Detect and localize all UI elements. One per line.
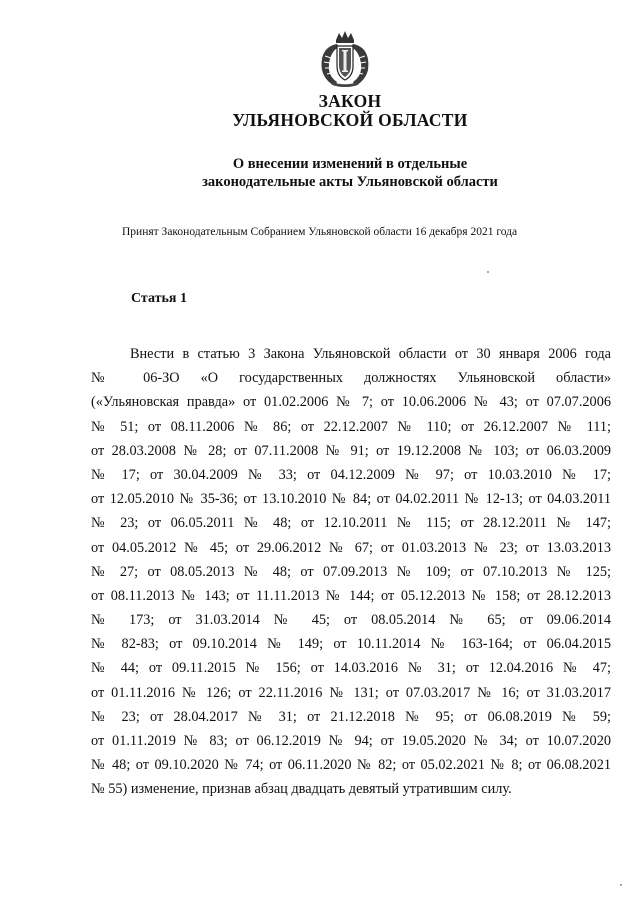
document-title-line-2: законодательные акты Ульяновской области — [202, 174, 498, 190]
scan-speck — [487, 271, 489, 273]
article-heading: Статья 1 — [131, 291, 187, 306]
article-line: № 44; от 09.11.2015 № 156; от 14.03.2016 № 31; от 12.04.2016 № 47; — [91, 660, 611, 677]
article-line: № 23; от 28.04.2017 № 31; от 21.12.2018 № 95; от 06.08.2019 № 59; — [91, 708, 611, 725]
scan-speck — [620, 884, 622, 886]
document-type-line-2: УЛЬЯНОВСКОЙ ОБЛАСТИ — [232, 110, 468, 130]
article-line: № 51; от 08.11.2006 № 86; от 22.12.2007 № 110; от 26.12.2007 № 111; — [91, 418, 611, 435]
article-line: от 01.11.2016 № 126; от 22.11.2016 № 131; от 07.03.2017 № 16; от 31.03.2017 — [91, 684, 611, 701]
article-line: от 08.11.2013 № 143; от 11.11.2013 № 144; от 05.12.2013 № 158; от 28.12.2013 — [91, 587, 611, 604]
article-line: от 04.05.2012 № 45; от 29.06.2012 № 67; от 01.03.2013 № 23; от 13.03.2013 — [91, 539, 611, 556]
article-line: от 12.05.2010 № 35-36; от 13.10.2010 № 84; от 04.02.2011 № 12-13; от 04.03.2011 — [91, 491, 611, 508]
article-line: («Ульяновская правда» от 01.02.2006 № 7; от 10.06.2006 № 43; от 07.07.2006 — [91, 394, 611, 411]
article-line: № 17; от 30.04.2009 № 33; от 04.12.2009 № 97; от 10.03.2010 № 17; — [91, 466, 611, 483]
article-line: № 173; от 31.03.2014 № 45; от 08.05.2014 № 65; от 09.06.2014 — [91, 612, 611, 629]
article-line: № 27; от 08.05.2013 № 48; от 07.09.2013 № 109; от 07.10.2013 № 125; — [91, 563, 611, 580]
article-body — [91, 342, 611, 802]
coat-of-arms-icon — [317, 30, 373, 90]
document-title-line-1: О внесении изменений в отдельные — [232, 156, 468, 172]
article-line: Внести в статью 3 Закона Ульяновской области от 30 января 2006 года — [130, 346, 611, 362]
adoption-statement: Принят Законодательным Собранием Ульяновской области 16 декабря 2021 года — [122, 226, 518, 238]
article-line: № 82-83; от 09.10.2014 № 149; от 10.11.2014 № 163-164; от 06.04.2015 — [91, 636, 611, 653]
article-line: от 28.03.2008 № 28; от 07.11.2008 № 91; от 19.12.2008 № 103; от 06.03.2009 — [91, 442, 611, 459]
document-type-line-1: ЗАКОН — [318, 91, 382, 111]
article-line: № 48; от 09.10.2020 № 74; от 06.11.2020 № 82; от 05.02.2021 № 8; от 06.08.2021 — [91, 757, 611, 774]
article-line: № 23; от 06.05.2011 № 48; от 12.10.2011 № 115; от 28.12.2011 № 147; — [91, 515, 611, 532]
article-line: № 06-ЗО «О государственных должностях Ульяновской области» — [91, 370, 611, 387]
article-line: от 01.11.2019 № 83; от 06.12.2019 № 94; от 19.05.2020 № 34; от 10.07.2020 — [91, 733, 611, 749]
article-line: № 55) изменение, признав абзац двадцать девятый утратившим силу. — [91, 781, 512, 798]
